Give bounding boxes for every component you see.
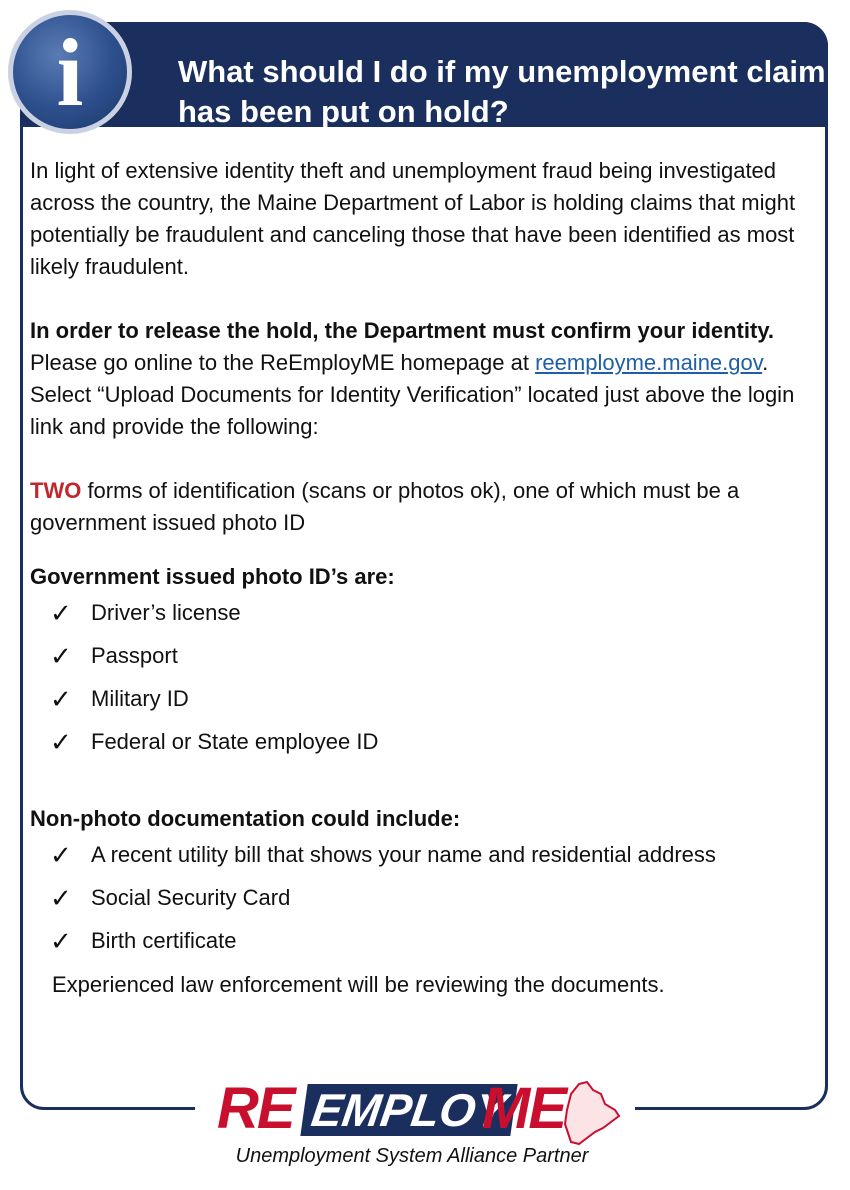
checkmark-icon: ✓ bbox=[50, 926, 72, 956]
list-item bbox=[30, 640, 820, 672]
header-banner bbox=[20, 22, 828, 127]
logo-employ-text: EMPLOY bbox=[300, 1084, 518, 1136]
checkmark-icon: ✓ bbox=[50, 883, 72, 913]
instructions-bold-lead: In order to release the hold, the Department must confirm your identity. bbox=[30, 318, 775, 343]
photo-id-heading: Government issued photo ID’s are: bbox=[30, 564, 395, 589]
two-forms-text: forms of identification (scans or photos ok), one of which must be a government issued photo ID bbox=[30, 478, 740, 535]
list-item bbox=[30, 726, 820, 758]
two-forms-paragraph bbox=[30, 475, 820, 539]
two-emphasis: TWO bbox=[30, 478, 82, 503]
maine-map-icon bbox=[557, 1080, 622, 1146]
logo-tagline: Unemployment System Alliance Partner bbox=[235, 1145, 589, 1167]
instructions-text-a: Please go online to the ReEmployME homepage at bbox=[30, 350, 536, 375]
intro-paragraph: In light of extensive identity theft and unemployment fraud being investigated across the country, the Maine Department of Labor is holding claims that might potentially be fraudulent and canceling those that have been identified as most likely fraudulent. bbox=[30, 158, 796, 279]
checkmark-icon: ✓ bbox=[50, 727, 72, 757]
logo-me-text: ME bbox=[482, 1076, 565, 1141]
list-item-label: Birth certificate bbox=[91, 928, 237, 953]
instructions-text-b: . Select “Upload Documents for Identity Verification” located just above the login link and provide the following: bbox=[30, 350, 795, 439]
page-title: What should I do if my unemployment claim has been put on hold? bbox=[178, 54, 826, 129]
nonphoto-heading: Non-photo documentation could include: bbox=[30, 806, 461, 831]
checkmark-icon: ✓ bbox=[50, 641, 72, 671]
list-item-label: Driver’s license bbox=[91, 600, 241, 625]
list-item-label: Federal or State employee ID bbox=[91, 729, 379, 754]
list-item-label: Passport bbox=[91, 643, 178, 668]
checkmark-icon: ✓ bbox=[50, 598, 72, 628]
list-item bbox=[30, 882, 820, 914]
nonphoto-list bbox=[30, 839, 820, 957]
info-glyph: i bbox=[56, 19, 84, 126]
instructions-paragraph bbox=[30, 315, 820, 443]
main-content bbox=[30, 155, 820, 1001]
photo-id-list bbox=[30, 597, 820, 758]
reemployme-link[interactable]: reemployme.maine.gov bbox=[535, 350, 763, 375]
list-item-label: Social Security Card bbox=[91, 885, 291, 910]
list-item bbox=[30, 597, 820, 629]
closing-note: Experienced law enforcement will be reviewing the documents. bbox=[52, 972, 665, 997]
checkmark-icon: ✓ bbox=[50, 840, 72, 870]
spacer bbox=[30, 769, 820, 803]
info-icon bbox=[8, 10, 132, 134]
logo-re-text: RE bbox=[217, 1076, 294, 1141]
list-item bbox=[30, 925, 820, 957]
reemployme-logo bbox=[212, 1078, 642, 1178]
list-item-label: A recent utility bill that shows your name and residential address bbox=[91, 842, 716, 867]
list-item bbox=[30, 839, 820, 871]
checkmark-icon: ✓ bbox=[50, 684, 72, 714]
list-item bbox=[30, 683, 820, 715]
list-item-label: Military ID bbox=[91, 686, 189, 711]
